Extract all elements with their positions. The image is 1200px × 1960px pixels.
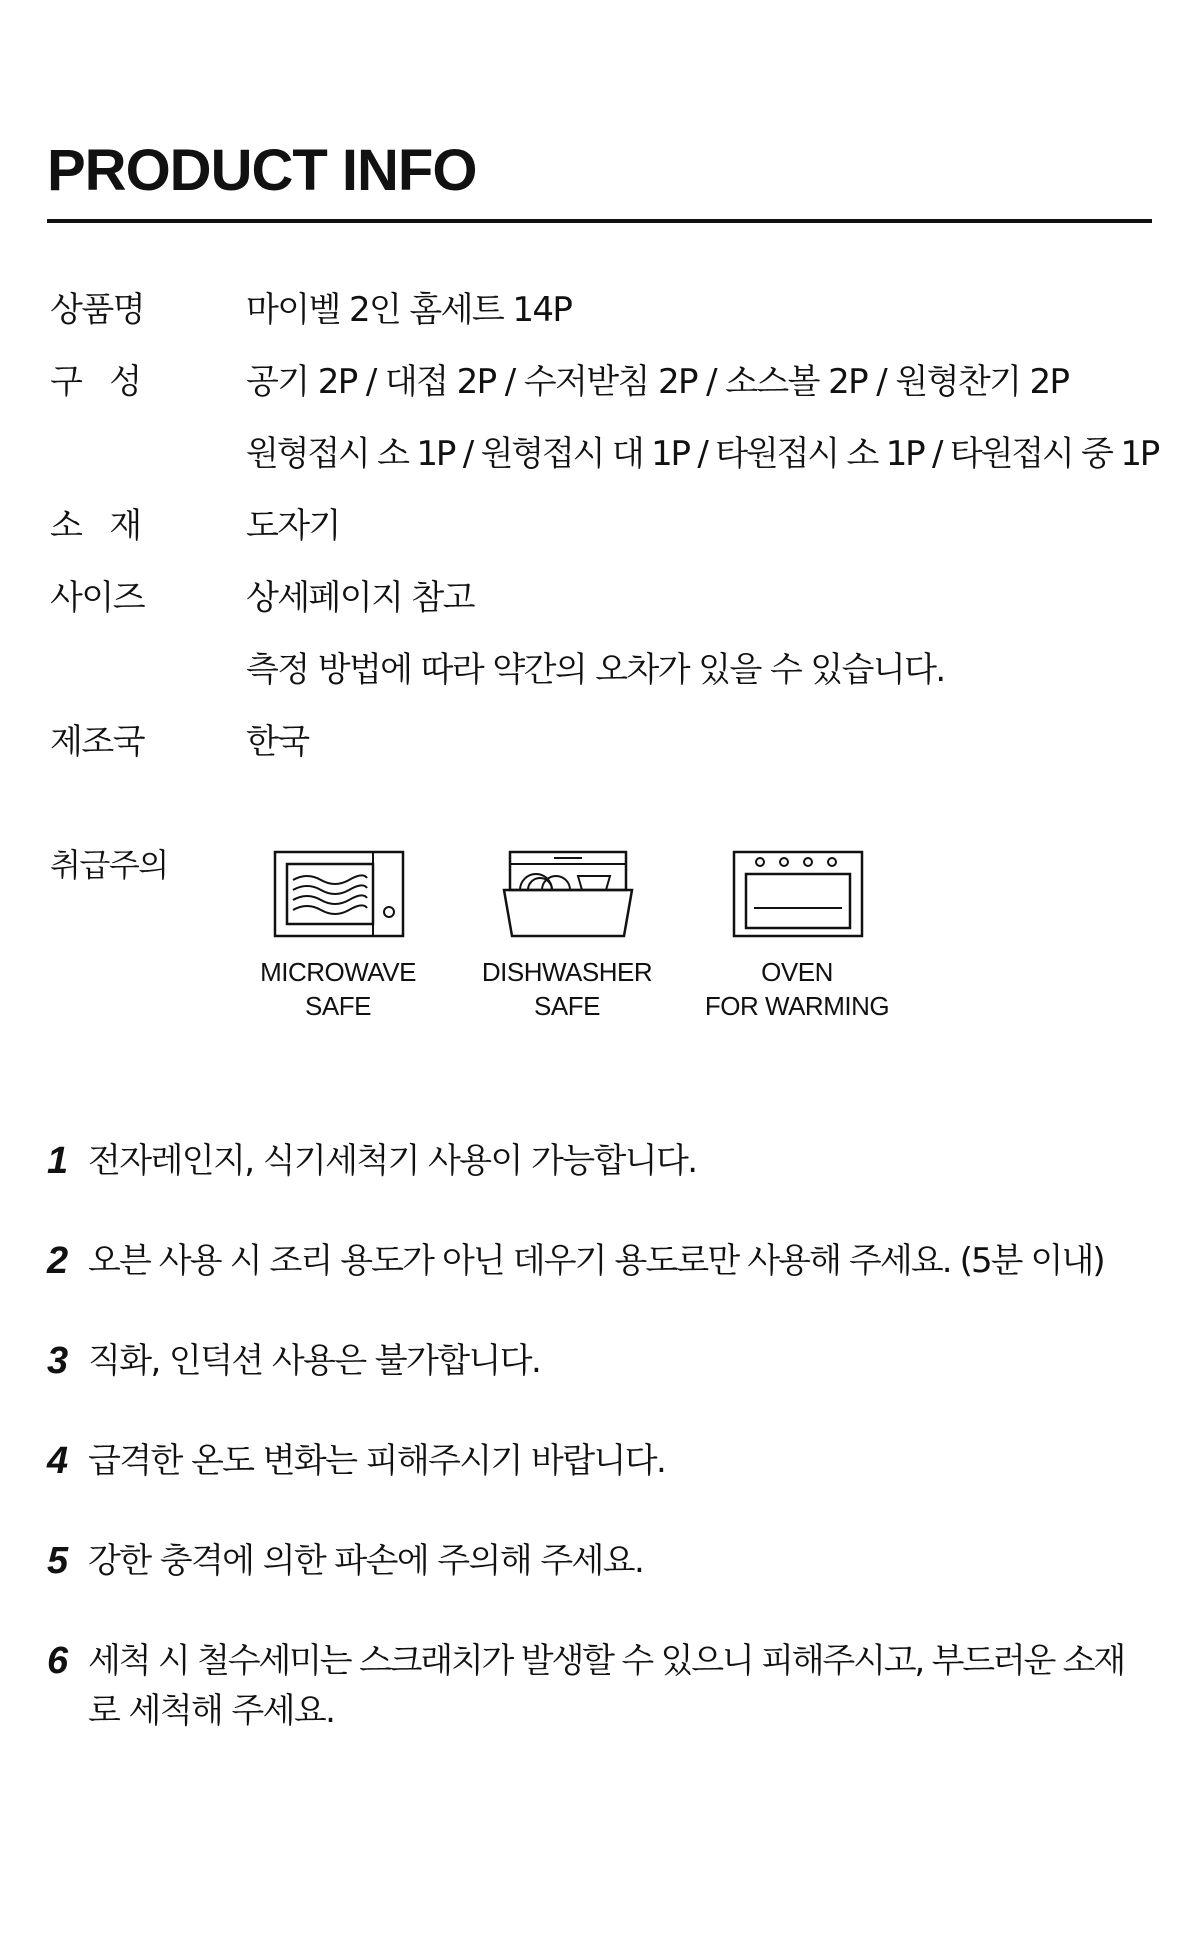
info-row-product-name [0, 280, 1200, 340]
note-number: 5 [47, 1540, 69, 1582]
care-caption-line1: OVEN [761, 957, 833, 987]
care-item-dishwasher [457, 850, 677, 1030]
care-caption-line2: FOR WARMING [704, 991, 890, 1021]
care-caption-line1: MICROWAVE [260, 957, 416, 987]
note-text: 전자레인지, 식기세척기 사용이 가능합니다. [88, 1141, 697, 1181]
product-name-label: 상품명 [50, 290, 145, 330]
size-label: 사이즈 [50, 578, 145, 618]
material-label: 소 재 [50, 506, 141, 546]
care-item-oven [687, 850, 907, 1030]
composition-value-line2: 원형접시 소 1P / 원형접시 대 1P / 타원접시 소 1P / 타원접시 중 1P [246, 434, 1159, 474]
dishwasher-icon [502, 850, 634, 938]
note-number: 3 [47, 1340, 69, 1382]
care-caption-oven [687, 955, 907, 1023]
size-value-line1: 상세페이지 참고 [246, 578, 474, 618]
info-row-material [0, 496, 1200, 556]
material-value: 도자기 [246, 506, 340, 546]
note-number: 4 [47, 1440, 69, 1482]
care-caption-dishwasher [457, 955, 677, 1023]
origin-label: 제조국 [50, 722, 145, 762]
note-text-line1: 세척 시 철수세미는 스크래치가 발생할 수 있으니 피해주시고, 부드러운 소재 [88, 1641, 1125, 1681]
note-number: 2 [47, 1240, 69, 1282]
product-name-value: 마이벨 2인 홈세트 14P [246, 290, 572, 330]
care-item-microwave [228, 850, 448, 1030]
title-divider [47, 219, 1152, 223]
composition-label: 구 성 [50, 362, 141, 402]
care-caption-line2: SAFE [305, 991, 371, 1021]
origin-value: 한국 [246, 722, 309, 762]
composition-value-line1: 공기 2P / 대접 2P / 수저받침 2P / 소스볼 2P / 원형찬기 2P [246, 362, 1069, 402]
oven-icon [732, 850, 864, 938]
note-number: 6 [47, 1640, 69, 1682]
note-text-line2: 로 세척해 주세요. [88, 1691, 335, 1731]
info-row-size [0, 568, 1200, 628]
note-text: 급격한 온도 변화는 피해주시기 바랍니다. [88, 1441, 666, 1481]
info-row-size-note [0, 640, 1200, 700]
note-text: 직화, 인덕션 사용은 불가합니다. [88, 1341, 541, 1381]
care-caption-microwave [228, 955, 448, 1023]
info-row-origin [0, 712, 1200, 772]
info-row-composition-continued [0, 424, 1200, 484]
page-title: PRODUCT INFO [47, 138, 477, 203]
microwave-icon [273, 850, 405, 938]
note-text: 오븐 사용 시 조리 용도가 아닌 데우기 용도로만 사용해 주세요. (5분 이내) [88, 1241, 1104, 1281]
size-value-line2: 측정 방법에 따라 약간의 오차가 있을 수 있습니다. [246, 650, 945, 690]
note-number: 1 [47, 1140, 69, 1182]
care-caption-line1: DISHWASHER [481, 957, 653, 987]
care-caption-line2: SAFE [534, 991, 600, 1021]
note-text: 강한 충격에 의한 파손에 주의해 주세요. [88, 1541, 644, 1581]
care-label: 취급주의 [50, 846, 168, 884]
info-row-composition [0, 352, 1200, 412]
